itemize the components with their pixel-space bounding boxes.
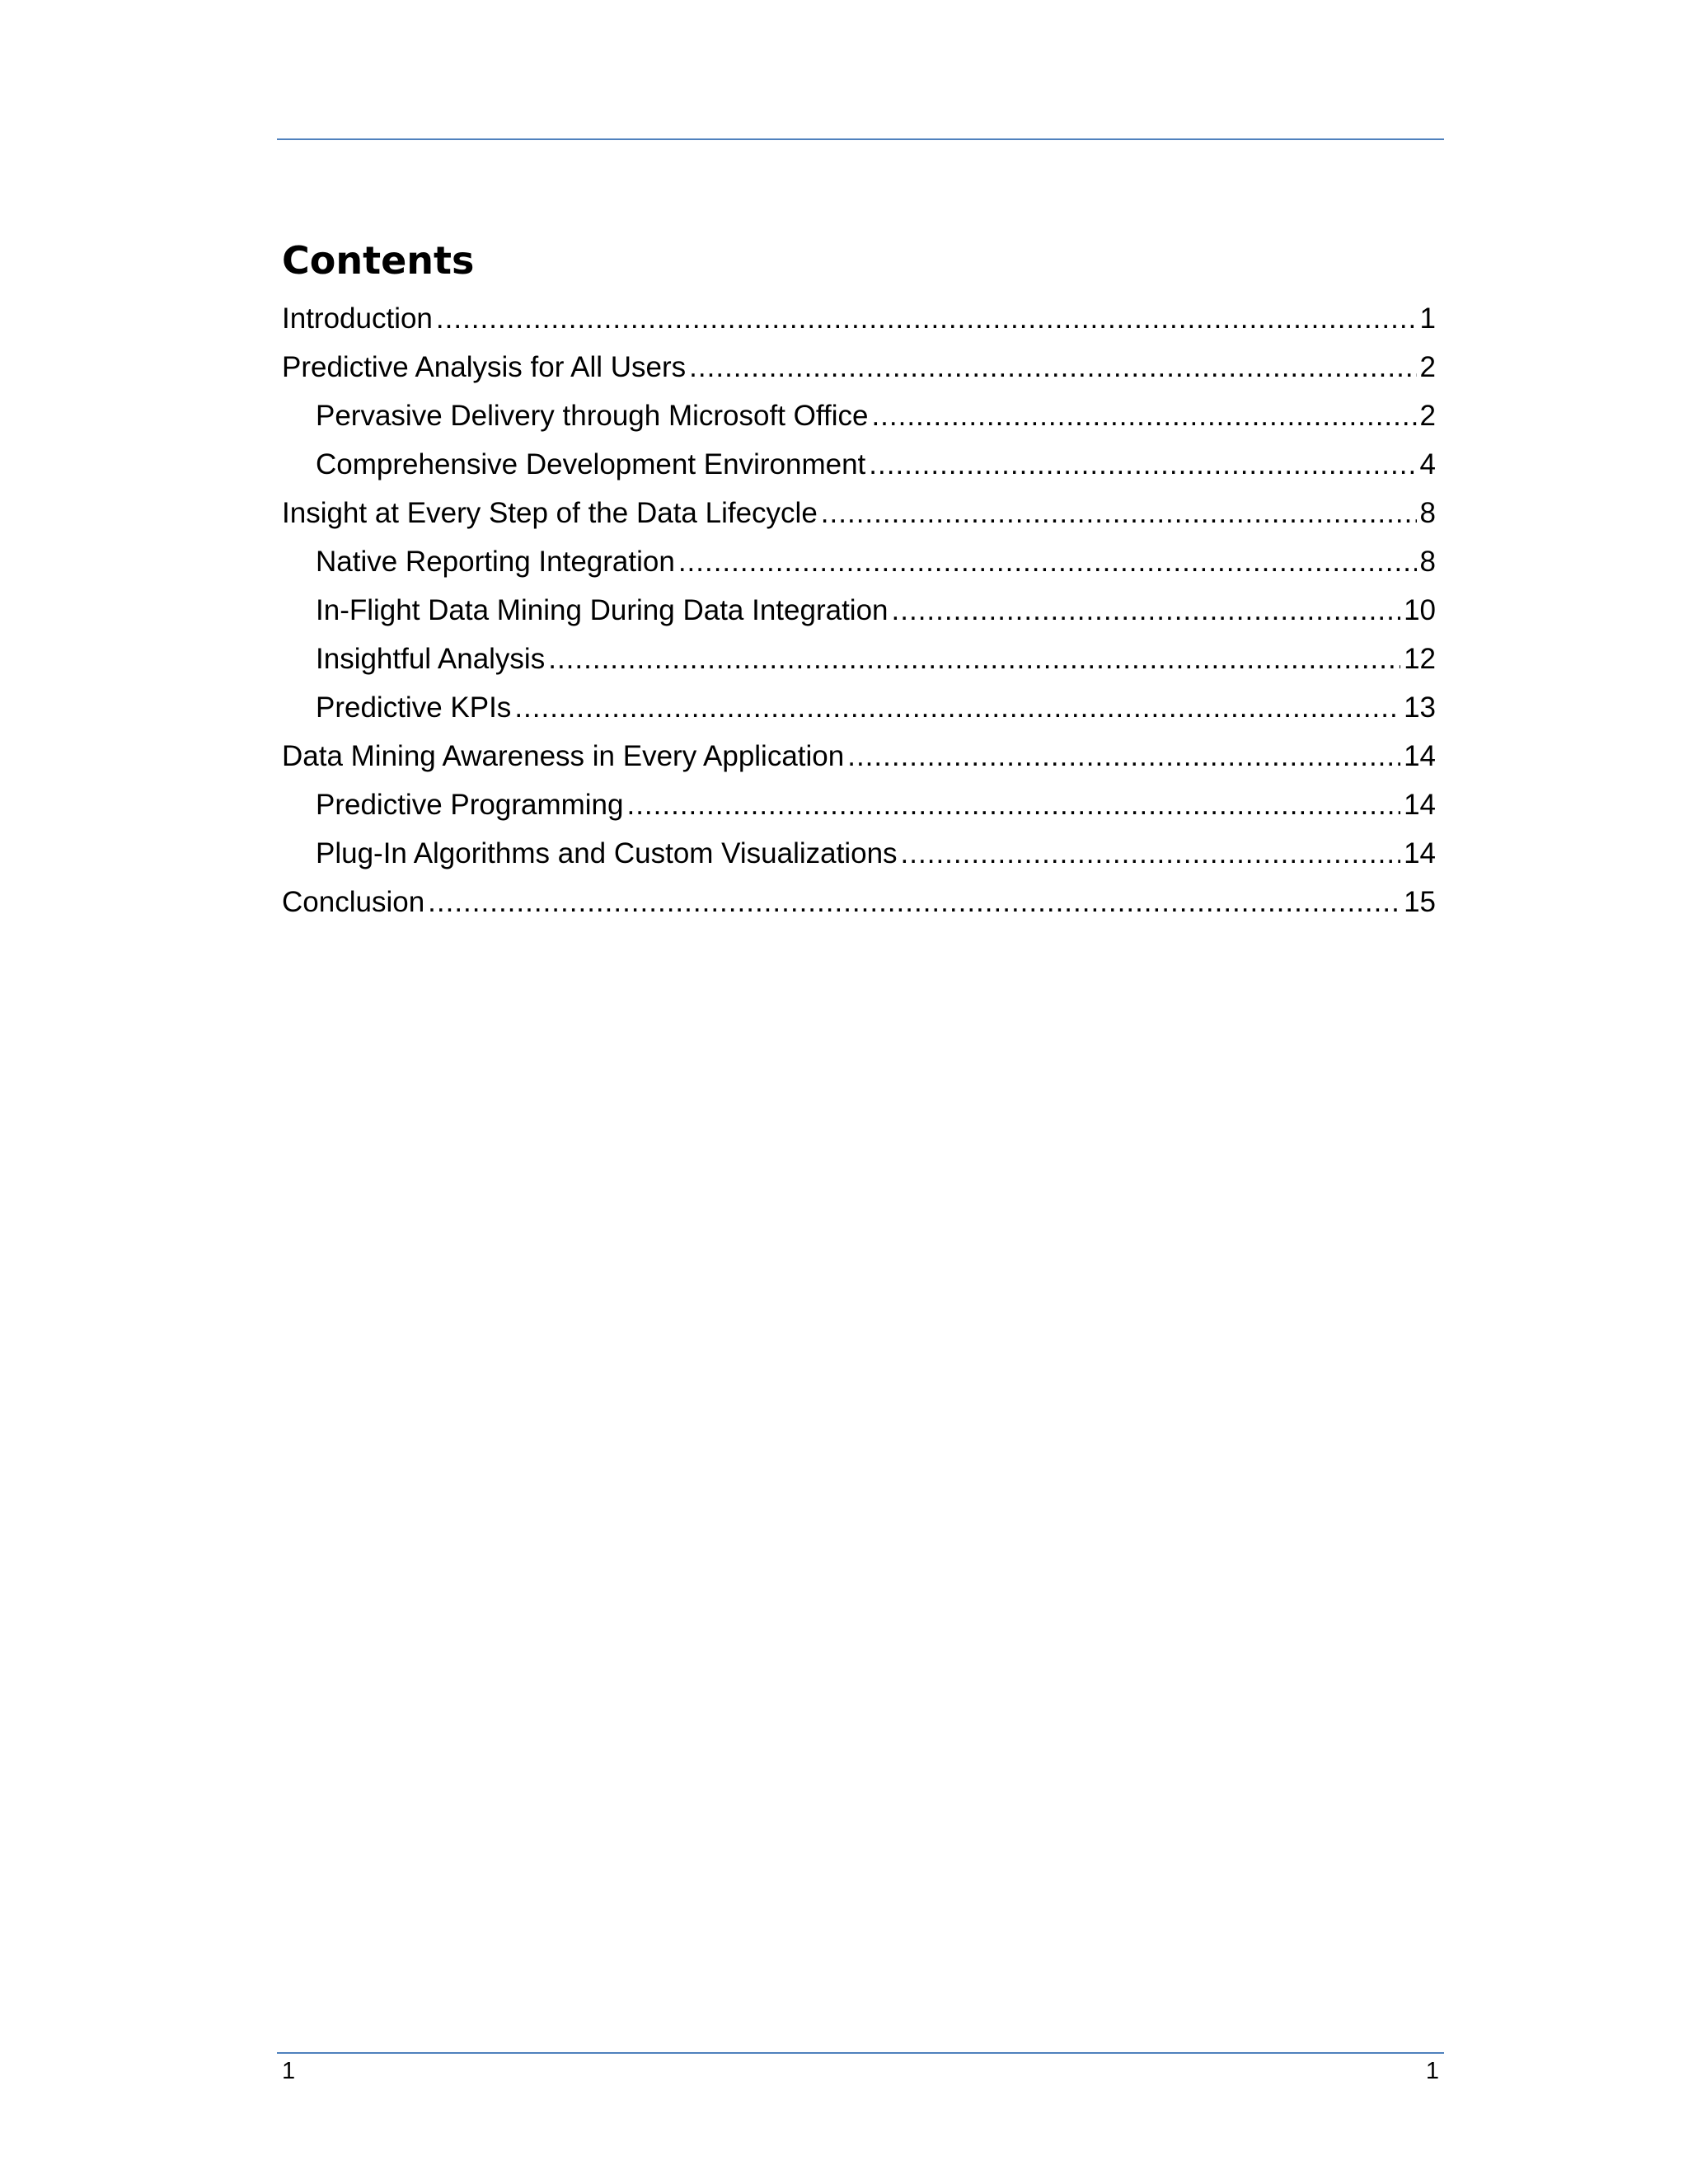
footer-left-page-number: 1: [282, 2058, 296, 2084]
toc-entry-page: 8: [1419, 546, 1436, 578]
toc-entry-label: Native Reporting Integration: [316, 546, 675, 578]
toc-entry-conclusion[interactable]: [282, 878, 1436, 926]
header-rule: [277, 138, 1444, 140]
toc-entry-in-flight-data-mining[interactable]: [282, 586, 1436, 635]
toc-dot-leader: [821, 489, 1417, 537]
toc-entry-label: Comprehensive Development Environment: [316, 448, 866, 480]
toc-entry-page: 8: [1419, 497, 1436, 529]
toc-dot-leader: [847, 732, 1400, 780]
toc-entry-page: 2: [1419, 351, 1436, 383]
toc-entry-label: In-Flight Data Mining During Data Integration: [316, 594, 889, 626]
toc-entry-page: 12: [1404, 643, 1436, 675]
toc-entry-data-mining-awareness[interactable]: [282, 732, 1436, 780]
toc-entry-page: 14: [1404, 789, 1436, 821]
toc-dot-leader: [678, 537, 1417, 586]
footer-rule: [277, 2052, 1444, 2054]
toc-entry-label: Introduction: [282, 302, 433, 335]
toc-entry-page: 15: [1404, 886, 1436, 918]
toc-entry-plug-in-algorithms[interactable]: [282, 829, 1436, 878]
toc-entry-label: Plug-In Algorithms and Custom Visualizations: [316, 837, 898, 869]
toc-entry-predictive-kpis[interactable]: [282, 683, 1436, 732]
toc-dot-leader: [892, 586, 1401, 635]
toc-entry-page: 14: [1404, 740, 1436, 772]
footer-right-page-number: 1: [1425, 2058, 1439, 2084]
toc-entry-page: 14: [1404, 837, 1436, 869]
toc-dot-leader: [548, 635, 1400, 683]
toc-entry-pervasive-delivery[interactable]: [282, 391, 1436, 440]
toc-entry-native-reporting[interactable]: [282, 537, 1436, 586]
toc-dot-leader: [901, 829, 1401, 878]
toc-entry-data-lifecycle[interactable]: [282, 489, 1436, 537]
toc-entry-label: Insightful Analysis: [316, 643, 546, 675]
toc-entry-page: 10: [1404, 594, 1436, 626]
toc-entry-page: 13: [1404, 691, 1436, 724]
toc-entry-predictive-analysis[interactable]: [282, 343, 1436, 391]
toc-dot-leader: [871, 391, 1416, 440]
toc-entry-label: Data Mining Awareness in Every Application: [282, 740, 845, 772]
toc-title: Contents: [282, 238, 475, 283]
toc-entry-page: 2: [1419, 400, 1436, 432]
toc-dot-leader: [436, 294, 1417, 343]
toc-dot-leader: [626, 780, 1400, 829]
toc-entry-label: Predictive Programming: [316, 789, 624, 821]
toc-dot-leader: [428, 878, 1400, 926]
toc-dot-leader: [514, 683, 1400, 732]
toc-entry-label: Pervasive Delivery through Microsoft Office: [316, 400, 869, 432]
toc-entry-introduction[interactable]: [282, 294, 1436, 343]
toc-entry-label: Predictive Analysis for All Users: [282, 351, 687, 383]
toc-dot-leader: [869, 440, 1416, 489]
toc-entry-page: 4: [1419, 448, 1436, 480]
toc-entry-insightful-analysis[interactable]: [282, 635, 1436, 683]
toc-entry-page: 1: [1419, 302, 1436, 335]
toc-entry-development-environment[interactable]: [282, 440, 1436, 489]
toc-entry-label: Insight at Every Step of the Data Lifecycle: [282, 497, 818, 529]
toc-entry-label: Predictive KPIs: [316, 691, 512, 724]
toc-entry-label: Conclusion: [282, 886, 425, 918]
toc-entry-predictive-programming[interactable]: [282, 780, 1436, 829]
toc-dot-leader: [689, 343, 1416, 391]
table-of-contents: [282, 294, 1436, 926]
